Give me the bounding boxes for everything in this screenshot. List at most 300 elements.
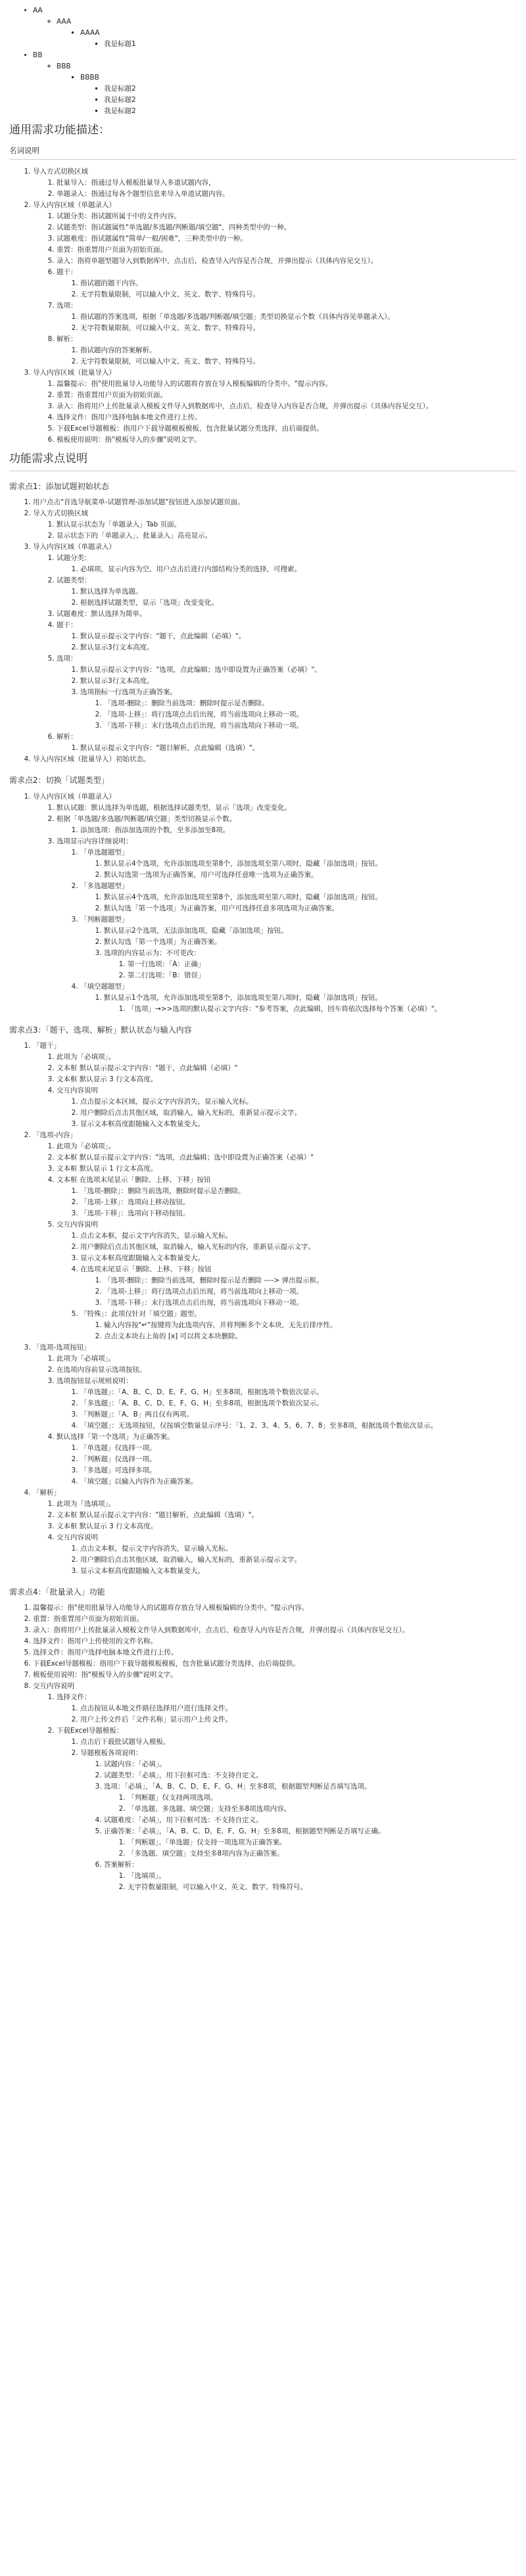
list-item	[80, 743, 517, 754]
list-item-text: 用户删除后点击其他区域，取消输入，输入光标的内容，重新显示提示文字。	[80, 1242, 315, 1251]
list-item	[104, 698, 517, 709]
list-item	[33, 1670, 517, 1681]
list-item-text: 文本框 默认显示提示文字内容："题干，点此编辑（必填）"	[57, 1064, 238, 1072]
list-item-text: 默认显示4个选项，允许添加选项至第8个，添加选项至第八项时，隐藏「添加选项」按钮。	[104, 859, 382, 868]
list-item-text: 「多选题」可选择多项。	[80, 1466, 156, 1474]
list-item	[57, 16, 517, 50]
list-item	[57, 1074, 517, 1085]
list-item-text: BBB	[57, 62, 71, 70]
name-label: 名词说明	[9, 145, 39, 155]
list-item	[80, 356, 517, 367]
list-item	[57, 1376, 517, 1432]
general-title: 通用需求功能描述：	[9, 124, 110, 137]
list-item	[80, 28, 517, 50]
list-item	[33, 367, 517, 446]
list-item	[57, 233, 517, 245]
list-item	[57, 1063, 517, 1074]
outline-tree	[9, 5, 517, 117]
list-item-text: 录入：指将单题型题导入到数据库中，点击后，检查导入内容是否合规，并弹出提示（具体内容见交互）。	[57, 257, 378, 266]
list-item	[104, 720, 517, 732]
list-item	[57, 267, 517, 300]
list-item-text: 默认显示3行文本高度。	[80, 644, 154, 652]
list-item	[57, 423, 517, 434]
list-item	[57, 1432, 517, 1487]
list-item-text: 我是标题1	[104, 40, 136, 48]
list-item	[80, 1253, 517, 1264]
list-item-text: 显示文本框高度跟随输入文本数量变大。	[80, 1253, 204, 1262]
list-item-text: 题干：	[57, 621, 78, 630]
list-item-text: 录入：指将用户上传批量录入模板文件导入到数据库中，点击后，检查导入内容是否合规，并弹出提示（具体内容见交互）。	[33, 1626, 410, 1635]
list-item-text: 默认试题：默认选择为单选题，根据选择试题类型，显示「选项」改变变化。	[57, 803, 291, 812]
list-item	[104, 937, 517, 948]
list-item	[57, 256, 517, 267]
list-item	[33, 497, 517, 508]
list-item-text: 无字符数量限制，可以输入中文、英文、数字、特殊符号。	[80, 358, 260, 366]
list-item	[104, 39, 517, 50]
list-item-text: 温馨提示：指"使用批量导入功能导入的试题将存放在导入模板编辑的分类中。"提示内容。	[57, 380, 333, 388]
list-item	[104, 709, 517, 720]
point4-list	[9, 1603, 517, 1893]
list-item	[80, 914, 517, 981]
list-item-text: 无字符数量限制，可以输入中文、英文、数字、特殊符号。	[80, 324, 260, 333]
list-item	[104, 1331, 517, 1342]
list-item-text: 「判断题」仅选择一项。	[80, 1455, 156, 1463]
list-item-text: 「填空题」：无选项按钮，仅按填空数量显示序号：「1、2、3、4、5、6、7、8」至多8项，根据选项个数依次显示。	[80, 1421, 438, 1430]
list-item	[33, 1487, 517, 1577]
list-item	[57, 732, 517, 754]
list-item	[80, 1096, 517, 1108]
list-item	[80, 597, 517, 609]
list-item	[104, 870, 517, 881]
list-item	[104, 925, 517, 937]
list-item	[80, 687, 517, 732]
list-item-text: 默认显示提示文字内容："题干，点此编辑（必填）"。	[80, 632, 246, 641]
list-item-text: 默认选择「第一个选项」为正确答案。	[57, 1432, 174, 1441]
point1-list	[9, 497, 517, 765]
list-item-text: 下载Excel导题模板：	[57, 1727, 124, 1735]
list-item	[80, 312, 517, 323]
list-item-text: 「填空题题型」	[80, 982, 129, 991]
list-item	[57, 1175, 517, 1219]
list-item	[80, 1476, 517, 1487]
list-item	[57, 1365, 517, 1376]
list-item-text: 选项：	[57, 655, 78, 663]
list-item-text: 「选项-内容」	[33, 1131, 77, 1139]
list-item	[80, 1242, 517, 1253]
list-item	[57, 61, 517, 117]
list-item	[57, 401, 517, 412]
list-item	[104, 1781, 517, 1815]
point2-title: 需求点2：切换「试题类型」	[9, 776, 109, 785]
list-item	[80, 564, 517, 575]
list-item-text: 第二行选项：「B：错误」	[128, 971, 205, 979]
list-item-text: 「选项-下移」：选项向下移动按钮。	[80, 1209, 190, 1217]
list-item	[57, 814, 517, 836]
list-item	[57, 379, 517, 390]
list-item-text: 解析：	[57, 733, 78, 741]
list-item-text: 文本框 默认显示 3 行文本高度。	[57, 1075, 158, 1083]
list-item	[57, 245, 517, 256]
list-item-text: 选择文件：指用户选择电脑本地文件进行上传。	[33, 1649, 178, 1657]
list-item-text: 模板使用说明：指"模板导入的步骤"说明文字。	[57, 436, 201, 444]
list-item	[57, 1163, 517, 1175]
list-item	[57, 803, 517, 814]
list-item	[80, 1420, 517, 1432]
list-item-text: 根据「单选题/多选题/判断题/填空题」类型切换显示个数。	[57, 814, 237, 823]
list-item-text: 正确答案：「必填」，「A、B、C、D、E、F、G、H」至多8项，根据题型判断是否填写正确。	[104, 1827, 385, 1836]
list-item-text: AAA	[57, 18, 72, 26]
list-item	[33, 1342, 517, 1487]
list-item-text: 导入内容区域（批量导入）	[33, 369, 116, 377]
list-item	[80, 289, 517, 300]
list-item-text: 「解析」	[33, 1488, 60, 1497]
list-item-text: BBBB	[80, 74, 99, 82]
list-item	[57, 1219, 517, 1342]
list-item	[33, 1658, 517, 1670]
list-item	[80, 586, 517, 597]
list-item	[57, 300, 517, 334]
list-item-text: 默认显示状态为「单题录入」Tab 页面。	[57, 521, 181, 529]
list-item-text: 「多选题题型」	[80, 881, 129, 890]
list-item-text: 「判断题」、「单选题」仅支持一项选项为正确答案。	[128, 1838, 287, 1847]
list-item	[33, 1614, 517, 1625]
list-item-text: 点击按钮从本地文件路径选择用户进行选择文件。	[80, 1704, 232, 1713]
list-item-text: 交互内容说明	[33, 1682, 74, 1691]
list-item-text: 重置：指重置用户页面为初始页面。	[57, 391, 167, 400]
list-item	[80, 1387, 517, 1398]
list-item-text: 录入：指将用户上传批量录入模板文件导入到数据库中，点击后，检查导入内容是否合规，并弹出提示（具体内容见交互）。	[57, 402, 433, 411]
list-item-text: 输入内容按"↵"按键将为此选项内容，并将判断多个文本块，无先后排序性。	[104, 1321, 337, 1329]
list-item	[128, 959, 517, 970]
list-item	[33, 5, 517, 50]
points-title: 功能需求点说明	[9, 452, 87, 466]
list-item	[33, 508, 517, 542]
list-item-text: 导入内容区域（批量导入）初始状态。	[33, 755, 151, 764]
list-item-text: 文本框 默认显示 3 行文本高度。	[57, 1522, 158, 1530]
list-item	[80, 847, 517, 881]
list-item-text: 添加选项：指添加选项的个数，至多添加至8项。	[80, 826, 230, 834]
list-item-text: 「单选题、多选题、填空题」支持至多8项选项内容。	[128, 1805, 291, 1814]
list-item-text: 解析：	[57, 335, 78, 344]
list-item-text: 选择文件：指用户上传使用的文件名称。	[33, 1637, 157, 1646]
list-item-text: 模板使用说明：指"模板导入的步骤"说明文字。	[33, 1671, 178, 1679]
list-item-text: 试题类型：指试题属性"单选题/多选题/判断题/填空题"，四种类型中的一种。	[57, 223, 291, 232]
list-item	[128, 1792, 517, 1804]
list-item-text: 点击文本块右上角的 [x] 可以将文本块删除。	[104, 1332, 243, 1340]
list-item	[57, 1052, 517, 1063]
list-item	[104, 1815, 517, 1826]
list-item	[104, 1860, 517, 1893]
list-item	[57, 575, 517, 609]
list-item-text: 温馨提示：指"使用批量导入功能导入的试题将存放在导入模板编辑的分类中。"提示内容。	[33, 1604, 309, 1612]
list-item	[104, 106, 517, 117]
list-item-text: 选择文件：指用户选择电脑本地文件进行上传。	[57, 413, 202, 422]
list-item-text: 默认显示3行文本高度。	[80, 677, 154, 686]
list-item-text: 「判断题题型」	[80, 915, 129, 924]
list-item	[33, 1636, 517, 1647]
list-item	[57, 189, 517, 200]
list-item-text: 「选项-选项按钮」	[33, 1343, 91, 1351]
list-item-text: 「选填项」。	[128, 1872, 166, 1881]
list-item-text: 导入内容区域（单题录入）	[33, 201, 116, 210]
list-item	[80, 1555, 517, 1566]
list-item	[33, 791, 517, 1015]
list-item	[80, 981, 517, 1015]
list-item	[80, 1230, 517, 1242]
list-item-text: 默认显示2个选项，无法添加选项，隐藏「添加选项」按钮。	[104, 926, 288, 935]
list-item-text: 「多选题、填空题」支持至多8项内容为正确答案。	[128, 1850, 284, 1858]
list-item-text: 我是标题2	[104, 96, 136, 104]
list-item	[80, 1465, 517, 1476]
list-item-text: 选项指标一行选项为正确答案。	[80, 688, 177, 697]
list-item	[80, 1108, 517, 1119]
list-item	[57, 1521, 517, 1532]
list-item-text: 下载Excel导题模板：指用户下载导题模板模板，包含批量试题分类选择，由后端提供。	[57, 425, 323, 433]
list-item	[80, 1543, 517, 1555]
list-item-text: 导入内容区域（单题录入）	[33, 792, 116, 801]
list-item	[57, 553, 517, 575]
list-item-text: 「单选题」仅选择一项。	[80, 1443, 156, 1452]
list-item	[57, 609, 517, 620]
list-item-text: 无字符数量限制，可以输入中文、英文、数字、特殊符号。	[80, 291, 260, 299]
list-item-text: 默认勾选「第一个选项」为正确答案。	[104, 937, 222, 946]
list-item-text: 默认勾选「第一个选项」为正确答案，用户可选择任意多项选项为正确答案。	[104, 904, 339, 912]
list-item	[57, 1353, 517, 1365]
list-item	[80, 1309, 517, 1342]
list-item-text: 文本框 默认显示 1 行文本高度。	[57, 1164, 158, 1173]
list-item-text: 「单选题」：「A、B、C、D、E、F、G、H」至多8项，根据选项个数依次显示。	[80, 1388, 323, 1396]
list-item	[80, 1119, 517, 1130]
list-item	[104, 1275, 517, 1286]
list-item-text: 用户删除后点击其他区域，取消输入，输入光标的，重新显示提示文字。	[80, 1108, 301, 1117]
list-item	[57, 653, 517, 732]
list-item	[33, 1130, 517, 1342]
list-item	[57, 211, 517, 222]
list-item	[57, 434, 517, 446]
list-item-text: 「多选题」：「A、B、C、D、E、F、G、H」至多8项，根据选项个数依次显示。	[80, 1399, 323, 1407]
list-item-text: 「选项」→>>选项的默认提示文字内容："参考答案，点此编辑，回车将依次选择每个答案（必填）"。	[128, 1004, 442, 1013]
list-item-text: 「判断题」：「A、B」两且仅有两项。	[80, 1410, 193, 1418]
list-item-text: 点击文本框，提示文字内容消失，显示输入光标。	[80, 1544, 232, 1553]
list-item	[57, 1532, 517, 1577]
list-item-text: AAAA	[80, 29, 100, 37]
divider	[9, 159, 517, 160]
list-item	[104, 892, 517, 903]
list-item-text: 点击提示文本区域，提示文字内容消失，显示输入光标。	[80, 1097, 253, 1106]
list-item	[33, 50, 517, 117]
list-item-text: 重置：指重置用户页面为初始页面。	[33, 1615, 143, 1624]
point3-title: 需求点3：「题干、选项、解析」默认状态与输入内容	[9, 1025, 192, 1035]
list-item	[33, 1647, 517, 1658]
list-item-text: AA	[33, 7, 43, 14]
list-item	[57, 1725, 517, 1893]
list-item	[80, 1208, 517, 1219]
point4-title: 需求点4：「批量录入」功能	[9, 1587, 105, 1597]
list-item	[80, 1714, 517, 1725]
list-item	[104, 83, 517, 95]
list-item-text: 导入内容区域（单题录入）	[33, 543, 116, 551]
list-item	[104, 1320, 517, 1331]
list-item	[80, 72, 517, 117]
list-item	[33, 1603, 517, 1614]
list-item	[104, 95, 517, 106]
list-item-text: 试题类型：「必填」，用下拉框可选：不支持自定义。	[104, 1771, 263, 1780]
list-item-text: 交互内容说明	[57, 1220, 98, 1229]
list-item-text: 点击文本框，提示文字内容消失，显示输入光标。	[80, 1231, 232, 1240]
list-item-text: 导入方式切换区域	[33, 509, 88, 518]
list-item	[128, 1871, 517, 1882]
list-item-text: 默认显示提示文字内容："选项，点此编辑；选中即设置为正确答案（必填）"。	[80, 666, 322, 674]
list-item	[80, 345, 517, 356]
list-item	[33, 166, 517, 200]
list-item-text: 此项为「必填项」。	[57, 1354, 116, 1363]
list-item-text: 用户上传文件后「文件名称」显示用户上传文件。	[80, 1716, 232, 1724]
list-item	[57, 334, 517, 367]
list-item-text: 批量导入：指通过导入模板批量导入多道试题内容，	[57, 179, 216, 187]
list-item-text: 在选项内容前显示选项按钮。	[57, 1365, 147, 1374]
list-item-text: 「填空题」以输入内容作为正确答案。	[80, 1477, 198, 1486]
list-item	[33, 542, 517, 754]
list-item-text: 试题难度：「必填」，用下拉框可选：不支持自定义。	[104, 1816, 263, 1825]
list-item	[128, 1882, 517, 1893]
list-item-text: 试题内容：「必填」。	[104, 1760, 166, 1769]
list-item	[57, 1141, 517, 1152]
list-item-text: 选项：	[57, 302, 78, 310]
list-item-text: 此项为「必填项」。	[57, 1052, 116, 1061]
list-item	[80, 1566, 517, 1577]
list-item	[104, 903, 517, 914]
list-item-text: 单题录入：指通过每各个题型信息来导入单道试题内容。	[57, 190, 229, 199]
list-item-text: 答案解析：	[104, 1861, 139, 1869]
list-item-text: 「判断题」仅支持两项选项。	[128, 1794, 218, 1802]
list-item	[57, 1152, 517, 1163]
list-item	[80, 278, 517, 289]
list-item-text: 显示文本框高度跟随输入文本数量变大。	[80, 1119, 204, 1128]
list-item-text: 默认显示4个选项，允许添加选项至第8个，添加选项至第八项时，隐藏「添加选项」按钮。	[104, 893, 382, 901]
list-item	[57, 177, 517, 189]
list-item-text: 文本框 默认显示提示文字内容："题目解析，点此编辑（选填）"。	[57, 1510, 258, 1519]
list-item	[80, 323, 517, 334]
list-item-text: 显示状态下的「单题录入」、批量录入」高亮显示。	[57, 532, 212, 540]
list-item-text: 点击后下载批试题导入模板。	[80, 1738, 170, 1746]
list-item	[80, 1443, 517, 1454]
list-item	[104, 1286, 517, 1298]
list-item	[57, 1510, 517, 1521]
list-item	[80, 631, 517, 642]
list-item-text: 指试题的答案选项，根据「单选题/多选题/判断题/填空题」类型切换显示个数（具体内容见单题录入）。	[80, 313, 394, 321]
list-item-text: 用户点击"首选导航菜单-试题管理-添加试题"按钮进入添加试题页面。	[33, 498, 245, 507]
list-item-text: 选项显示内容详细说明：	[57, 837, 133, 845]
list-item-text: 「选项-删除」：删除当前选项，删除时提示是否删除 ----> 弹出提示框。	[104, 1276, 323, 1284]
list-item	[80, 1454, 517, 1465]
list-item-text: 必填项，显示内容为空，用户点击后进行内部结构分类的选择，可搜索。	[80, 565, 301, 574]
list-item-text: 重置：指重置用户页面为初始页面。	[57, 246, 167, 254]
list-item-text: 默认显示1个选项，允许添加选项至第8个，添加选项至第八项时，隐藏「添加选项」按钮。	[104, 993, 382, 1002]
list-item	[104, 858, 517, 870]
list-item-text: 无字符数量限制，可以输入中文、英文、数字、特殊符号。	[128, 1883, 307, 1892]
list-item	[128, 1004, 517, 1015]
list-item	[80, 665, 517, 676]
list-item-text: 文本框 默认显示提示文字内容："选项，点此编辑；选中即设置为正确答案（必填）"	[57, 1153, 314, 1161]
list-item	[80, 1264, 517, 1309]
list-item	[57, 222, 517, 233]
list-item-text: 文本框 在选项末尾显示「删除、上移、下移」按钮	[57, 1175, 211, 1184]
list-item-text: 指试题内容的答案解析。	[80, 346, 156, 355]
list-item	[128, 1848, 517, 1860]
list-item	[80, 1409, 517, 1420]
list-item	[33, 1041, 517, 1130]
list-item	[80, 1398, 517, 1409]
list-item	[57, 390, 517, 401]
list-item	[80, 1703, 517, 1714]
list-item-text: 导入方式切换区域	[33, 168, 88, 176]
list-item	[104, 993, 517, 1015]
list-item-text: 导题模板各项说明：	[80, 1749, 143, 1758]
list-item-text: 我是标题2	[104, 85, 136, 93]
list-item	[80, 1186, 517, 1197]
list-item-text: 「单选题题型」	[80, 848, 129, 856]
list-item-text: 「选项-删除」：删除当前选项：删除时提示是否删除。	[104, 699, 269, 708]
list-item	[80, 1197, 517, 1208]
list-item	[57, 1499, 517, 1510]
list-item	[57, 836, 517, 1015]
list-item-text: 交互内容说明	[57, 1533, 98, 1541]
list-item-text: 选项的内容显示为：不可更改：	[104, 948, 201, 957]
list-item	[57, 412, 517, 423]
list-item-text: 题干：	[57, 268, 78, 277]
list-item-text: 「选项-上移」：将行选项点击后出现，将当前选项向上移动一项。	[104, 1287, 304, 1296]
general-list	[9, 166, 517, 446]
list-item-text: 此项为「选填项」。	[57, 1499, 116, 1508]
list-item-text: 显示文本框高度跟随输入文本数量变大。	[80, 1566, 204, 1575]
list-item-text: 试题分类：	[57, 554, 91, 563]
list-item-text: 试题难度：默认选择为简单。	[57, 610, 147, 619]
list-item-text: 「选项-下移」：末行选项点击后出现，将当前选项向下移动一项。	[104, 722, 304, 730]
list-item	[104, 948, 517, 981]
list-item-text: 「选项-下移」：末行选项点击后出现，将当前选项向下移动一项。	[104, 1298, 304, 1307]
list-item	[128, 1804, 517, 1815]
list-item	[104, 1826, 517, 1860]
list-item-text: 「选项-上移」：将行选项点击后出现，将当前选项向上移动一项。	[104, 711, 304, 719]
list-item-text: 选择文件：	[57, 1693, 91, 1702]
list-item	[104, 1770, 517, 1781]
list-item-text: 「选项-上移」：选项向上移动按钮。	[80, 1198, 190, 1206]
list-item	[57, 1085, 517, 1130]
list-item	[57, 519, 517, 530]
list-item	[33, 1625, 517, 1636]
list-item	[33, 1681, 517, 1893]
list-item	[80, 825, 517, 836]
list-item-text: 第一行选项：「A：正确」	[128, 960, 205, 968]
list-item-text: 默认选择为单选题。	[80, 588, 143, 596]
list-item-text: 「题干」	[33, 1041, 60, 1050]
list-item	[104, 1298, 517, 1309]
list-item	[57, 1692, 517, 1725]
list-item-text: 我是标题2	[104, 107, 136, 115]
list-item-text: 根据选择试题类型，显示「选项」改变变化。	[80, 599, 218, 607]
list-item-text: 「特殊」：此项仅针对「填空题」题型。	[80, 1309, 201, 1318]
list-item	[80, 676, 517, 687]
list-item-text: 指试题的题干内容。	[80, 279, 143, 288]
list-item	[80, 1748, 517, 1893]
list-item-text: 此项为「必填项」。	[57, 1142, 116, 1150]
point1-title: 需求点1：添加试题初始状态	[9, 481, 109, 491]
list-item	[33, 754, 517, 765]
list-item-text: 默认显示提示文字内容："题目解析，点此编辑（选填）"。	[80, 744, 260, 753]
list-item	[128, 970, 517, 981]
point2-list	[9, 791, 517, 1015]
list-item-text: 「选项-删除」：删除当前选项，删除时提示是否删除。	[80, 1186, 245, 1195]
